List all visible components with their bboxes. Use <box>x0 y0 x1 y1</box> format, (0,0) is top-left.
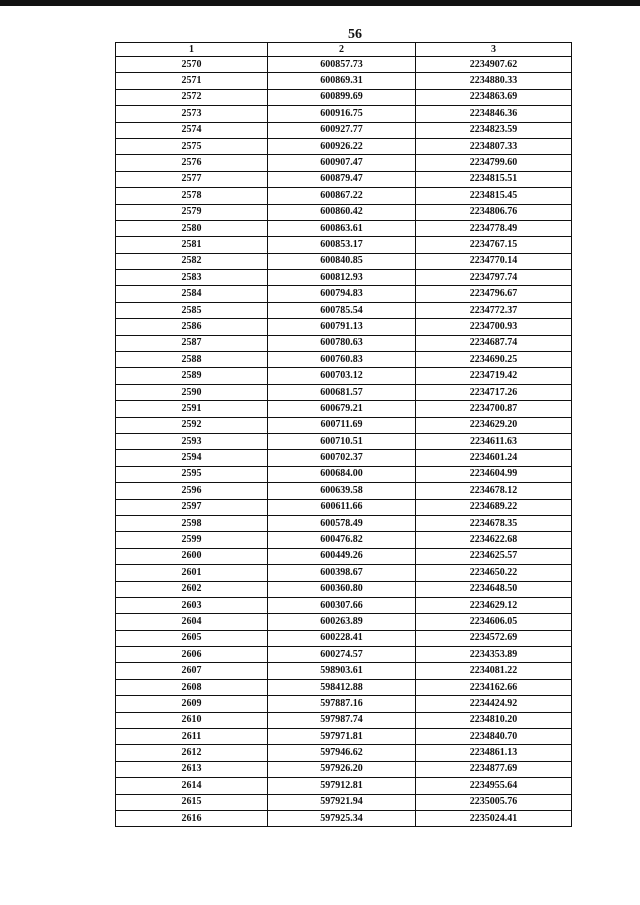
x-coordinate-cell: 600791.13 <box>268 319 416 335</box>
table-row <box>116 483 572 499</box>
point-number-cell: 2593 <box>116 433 268 449</box>
point-number-cell: 2595 <box>116 466 268 482</box>
table-row <box>116 794 572 810</box>
point-number-cell: 2576 <box>116 155 268 171</box>
point-number-cell: 2613 <box>116 761 268 777</box>
y-coordinate-cell: 2234650.22 <box>416 565 572 581</box>
x-coordinate-cell: 597921.94 <box>268 794 416 810</box>
x-coordinate-cell: 600863.61 <box>268 220 416 236</box>
y-coordinate-cell: 2234700.87 <box>416 401 572 417</box>
table-row <box>116 384 572 400</box>
x-coordinate-cell: 600449.26 <box>268 548 416 564</box>
point-number-cell: 2589 <box>116 368 268 384</box>
x-coordinate-cell: 598412.88 <box>268 679 416 695</box>
table-row <box>116 647 572 663</box>
point-number-cell: 2606 <box>116 647 268 663</box>
point-number-cell: 2570 <box>116 57 268 73</box>
x-coordinate-cell: 600879.47 <box>268 171 416 187</box>
point-number-cell: 2598 <box>116 515 268 531</box>
table-row <box>116 597 572 613</box>
x-coordinate-cell: 600684.00 <box>268 466 416 482</box>
point-number-cell: 2574 <box>116 122 268 138</box>
x-coordinate-cell: 600710.51 <box>268 433 416 449</box>
table-row <box>116 138 572 154</box>
x-coordinate-cell: 600360.80 <box>268 581 416 597</box>
x-coordinate-cell: 600702.37 <box>268 450 416 466</box>
point-number-cell: 2612 <box>116 745 268 761</box>
y-coordinate-cell: 2234799.60 <box>416 155 572 171</box>
point-number-cell: 2582 <box>116 253 268 269</box>
y-coordinate-cell: 2234955.64 <box>416 778 572 794</box>
table-row <box>116 106 572 122</box>
y-coordinate-cell: 2234772.37 <box>416 302 572 318</box>
table-row <box>116 122 572 138</box>
point-number-cell: 2573 <box>116 106 268 122</box>
point-number-cell: 2616 <box>116 810 268 826</box>
table-row <box>116 712 572 728</box>
y-coordinate-cell: 2234840.70 <box>416 729 572 745</box>
table-row <box>116 548 572 564</box>
point-number-cell: 2596 <box>116 483 268 499</box>
point-number-cell: 2572 <box>116 89 268 105</box>
column-header-1: 1 <box>116 43 268 57</box>
y-coordinate-cell: 2234611.63 <box>416 433 572 449</box>
x-coordinate-cell: 600916.75 <box>268 106 416 122</box>
table-row <box>116 319 572 335</box>
table-row <box>116 663 572 679</box>
point-number-cell: 2591 <box>116 401 268 417</box>
point-number-cell: 2609 <box>116 696 268 712</box>
table-row <box>116 729 572 745</box>
table-header-row <box>116 43 572 57</box>
y-coordinate-cell: 2234625.57 <box>416 548 572 564</box>
y-coordinate-cell: 2234807.33 <box>416 138 572 154</box>
x-coordinate-cell: 597971.81 <box>268 729 416 745</box>
y-coordinate-cell: 2234629.12 <box>416 597 572 613</box>
x-coordinate-cell: 600703.12 <box>268 368 416 384</box>
table-row <box>116 679 572 695</box>
x-coordinate-cell: 600578.49 <box>268 515 416 531</box>
column-header-3: 3 <box>416 43 572 57</box>
x-coordinate-cell: 600711.69 <box>268 417 416 433</box>
table-row <box>116 630 572 646</box>
table-row <box>116 73 572 89</box>
x-coordinate-cell: 600679.21 <box>268 401 416 417</box>
x-coordinate-cell: 600867.22 <box>268 188 416 204</box>
point-number-cell: 2614 <box>116 778 268 794</box>
y-coordinate-cell: 2234797.74 <box>416 270 572 286</box>
x-coordinate-cell: 597925.34 <box>268 810 416 826</box>
table-row <box>116 401 572 417</box>
x-coordinate-cell: 600760.83 <box>268 352 416 368</box>
table-row <box>116 696 572 712</box>
y-coordinate-cell: 2234806.76 <box>416 204 572 220</box>
y-coordinate-cell: 2234629.20 <box>416 417 572 433</box>
point-number-cell: 2600 <box>116 548 268 564</box>
table-row <box>116 515 572 531</box>
y-coordinate-cell: 2234770.14 <box>416 253 572 269</box>
y-coordinate-cell: 2234353.89 <box>416 647 572 663</box>
point-number-cell: 2579 <box>116 204 268 220</box>
y-coordinate-cell: 2234648.50 <box>416 581 572 597</box>
point-number-cell: 2588 <box>116 352 268 368</box>
point-number-cell: 2610 <box>116 712 268 728</box>
table-row <box>116 745 572 761</box>
point-number-cell: 2577 <box>116 171 268 187</box>
y-coordinate-cell: 2234604.99 <box>416 466 572 482</box>
point-number-cell: 2580 <box>116 220 268 236</box>
point-number-cell: 2605 <box>116 630 268 646</box>
point-number-cell: 2601 <box>116 565 268 581</box>
point-number-cell: 2575 <box>116 138 268 154</box>
point-number-cell: 2602 <box>116 581 268 597</box>
point-number-cell: 2592 <box>116 417 268 433</box>
table-row <box>116 810 572 826</box>
x-coordinate-cell: 600681.57 <box>268 384 416 400</box>
x-coordinate-cell: 600899.69 <box>268 89 416 105</box>
table-row <box>116 565 572 581</box>
table-row <box>116 368 572 384</box>
table-row <box>116 450 572 466</box>
table-row <box>116 253 572 269</box>
page-number: 56 <box>348 27 362 42</box>
point-number-cell: 2615 <box>116 794 268 810</box>
coordinates-table <box>115 42 572 827</box>
y-coordinate-cell: 2234907.62 <box>416 57 572 73</box>
y-coordinate-cell: 2234689.22 <box>416 499 572 515</box>
table-row <box>116 270 572 286</box>
x-coordinate-cell: 598903.61 <box>268 663 416 679</box>
x-coordinate-cell: 600869.31 <box>268 73 416 89</box>
table-row <box>116 89 572 105</box>
table-row <box>116 433 572 449</box>
point-number-cell: 2581 <box>116 237 268 253</box>
y-coordinate-cell: 2234622.68 <box>416 532 572 548</box>
y-coordinate-cell: 2234719.42 <box>416 368 572 384</box>
y-coordinate-cell: 2234717.26 <box>416 384 572 400</box>
point-number-cell: 2607 <box>116 663 268 679</box>
point-number-cell: 2583 <box>116 270 268 286</box>
table-row <box>116 466 572 482</box>
table-row <box>116 417 572 433</box>
table-row <box>116 302 572 318</box>
x-coordinate-cell: 600785.54 <box>268 302 416 318</box>
table-row <box>116 171 572 187</box>
table-row <box>116 778 572 794</box>
x-coordinate-cell: 600860.42 <box>268 204 416 220</box>
point-number-cell: 2608 <box>116 679 268 695</box>
x-coordinate-cell: 600926.22 <box>268 138 416 154</box>
y-coordinate-cell: 2234606.05 <box>416 614 572 630</box>
x-coordinate-cell: 600639.58 <box>268 483 416 499</box>
x-coordinate-cell: 600398.67 <box>268 565 416 581</box>
point-number-cell: 2604 <box>116 614 268 630</box>
point-number-cell: 2587 <box>116 335 268 351</box>
x-coordinate-cell: 600476.82 <box>268 532 416 548</box>
x-coordinate-cell: 600840.85 <box>268 253 416 269</box>
point-number-cell: 2594 <box>116 450 268 466</box>
y-coordinate-cell: 2234810.20 <box>416 712 572 728</box>
y-coordinate-cell: 2234877.69 <box>416 761 572 777</box>
y-coordinate-cell: 2234815.51 <box>416 171 572 187</box>
point-number-cell: 2590 <box>116 384 268 400</box>
point-number-cell: 2586 <box>116 319 268 335</box>
table-row <box>116 352 572 368</box>
y-coordinate-cell: 2234880.33 <box>416 73 572 89</box>
point-number-cell: 2585 <box>116 302 268 318</box>
x-coordinate-cell: 597887.16 <box>268 696 416 712</box>
y-coordinate-cell: 2234846.36 <box>416 106 572 122</box>
x-coordinate-cell: 597987.74 <box>268 712 416 728</box>
y-coordinate-cell: 2234678.35 <box>416 515 572 531</box>
x-coordinate-cell: 600263.89 <box>268 614 416 630</box>
y-coordinate-cell: 2234861.13 <box>416 745 572 761</box>
table-row <box>116 335 572 351</box>
table-row <box>116 237 572 253</box>
x-coordinate-cell: 600611.66 <box>268 499 416 515</box>
x-coordinate-cell: 600907.47 <box>268 155 416 171</box>
column-header-2: 2 <box>268 43 416 57</box>
y-coordinate-cell: 2234778.49 <box>416 220 572 236</box>
x-coordinate-cell: 600228.41 <box>268 630 416 646</box>
point-number-cell: 2578 <box>116 188 268 204</box>
table-row <box>116 220 572 236</box>
y-coordinate-cell: 2234700.93 <box>416 319 572 335</box>
x-coordinate-cell: 600853.17 <box>268 237 416 253</box>
x-coordinate-cell: 597946.62 <box>268 745 416 761</box>
table-row <box>116 286 572 302</box>
table-row <box>116 761 572 777</box>
y-coordinate-cell: 2234767.15 <box>416 237 572 253</box>
point-number-cell: 2603 <box>116 597 268 613</box>
top-border-rule <box>0 0 640 6</box>
y-coordinate-cell: 2234162.66 <box>416 679 572 695</box>
y-coordinate-cell: 2234863.69 <box>416 89 572 105</box>
y-coordinate-cell: 2234081.22 <box>416 663 572 679</box>
table-row <box>116 499 572 515</box>
y-coordinate-cell: 2234815.45 <box>416 188 572 204</box>
x-coordinate-cell: 600812.93 <box>268 270 416 286</box>
table-row <box>116 155 572 171</box>
x-coordinate-cell: 597926.20 <box>268 761 416 777</box>
table-row <box>116 188 572 204</box>
point-number-cell: 2571 <box>116 73 268 89</box>
table-row <box>116 57 572 73</box>
x-coordinate-cell: 597912.81 <box>268 778 416 794</box>
table-row <box>116 532 572 548</box>
x-coordinate-cell: 600857.73 <box>268 57 416 73</box>
x-coordinate-cell: 600927.77 <box>268 122 416 138</box>
x-coordinate-cell: 600307.66 <box>268 597 416 613</box>
y-coordinate-cell: 2234601.24 <box>416 450 572 466</box>
y-coordinate-cell: 2235005.76 <box>416 794 572 810</box>
y-coordinate-cell: 2234424.92 <box>416 696 572 712</box>
y-coordinate-cell: 2234823.59 <box>416 122 572 138</box>
y-coordinate-cell: 2234678.12 <box>416 483 572 499</box>
y-coordinate-cell: 2234796.67 <box>416 286 572 302</box>
point-number-cell: 2599 <box>116 532 268 548</box>
x-coordinate-cell: 600274.57 <box>268 647 416 663</box>
table-body <box>116 57 572 827</box>
table-row <box>116 581 572 597</box>
x-coordinate-cell: 600794.83 <box>268 286 416 302</box>
point-number-cell: 2584 <box>116 286 268 302</box>
y-coordinate-cell: 2234690.25 <box>416 352 572 368</box>
point-number-cell: 2611 <box>116 729 268 745</box>
y-coordinate-cell: 2235024.41 <box>416 810 572 826</box>
x-coordinate-cell: 600780.63 <box>268 335 416 351</box>
y-coordinate-cell: 2234687.74 <box>416 335 572 351</box>
point-number-cell: 2597 <box>116 499 268 515</box>
y-coordinate-cell: 2234572.69 <box>416 630 572 646</box>
table-row <box>116 204 572 220</box>
table-row <box>116 614 572 630</box>
